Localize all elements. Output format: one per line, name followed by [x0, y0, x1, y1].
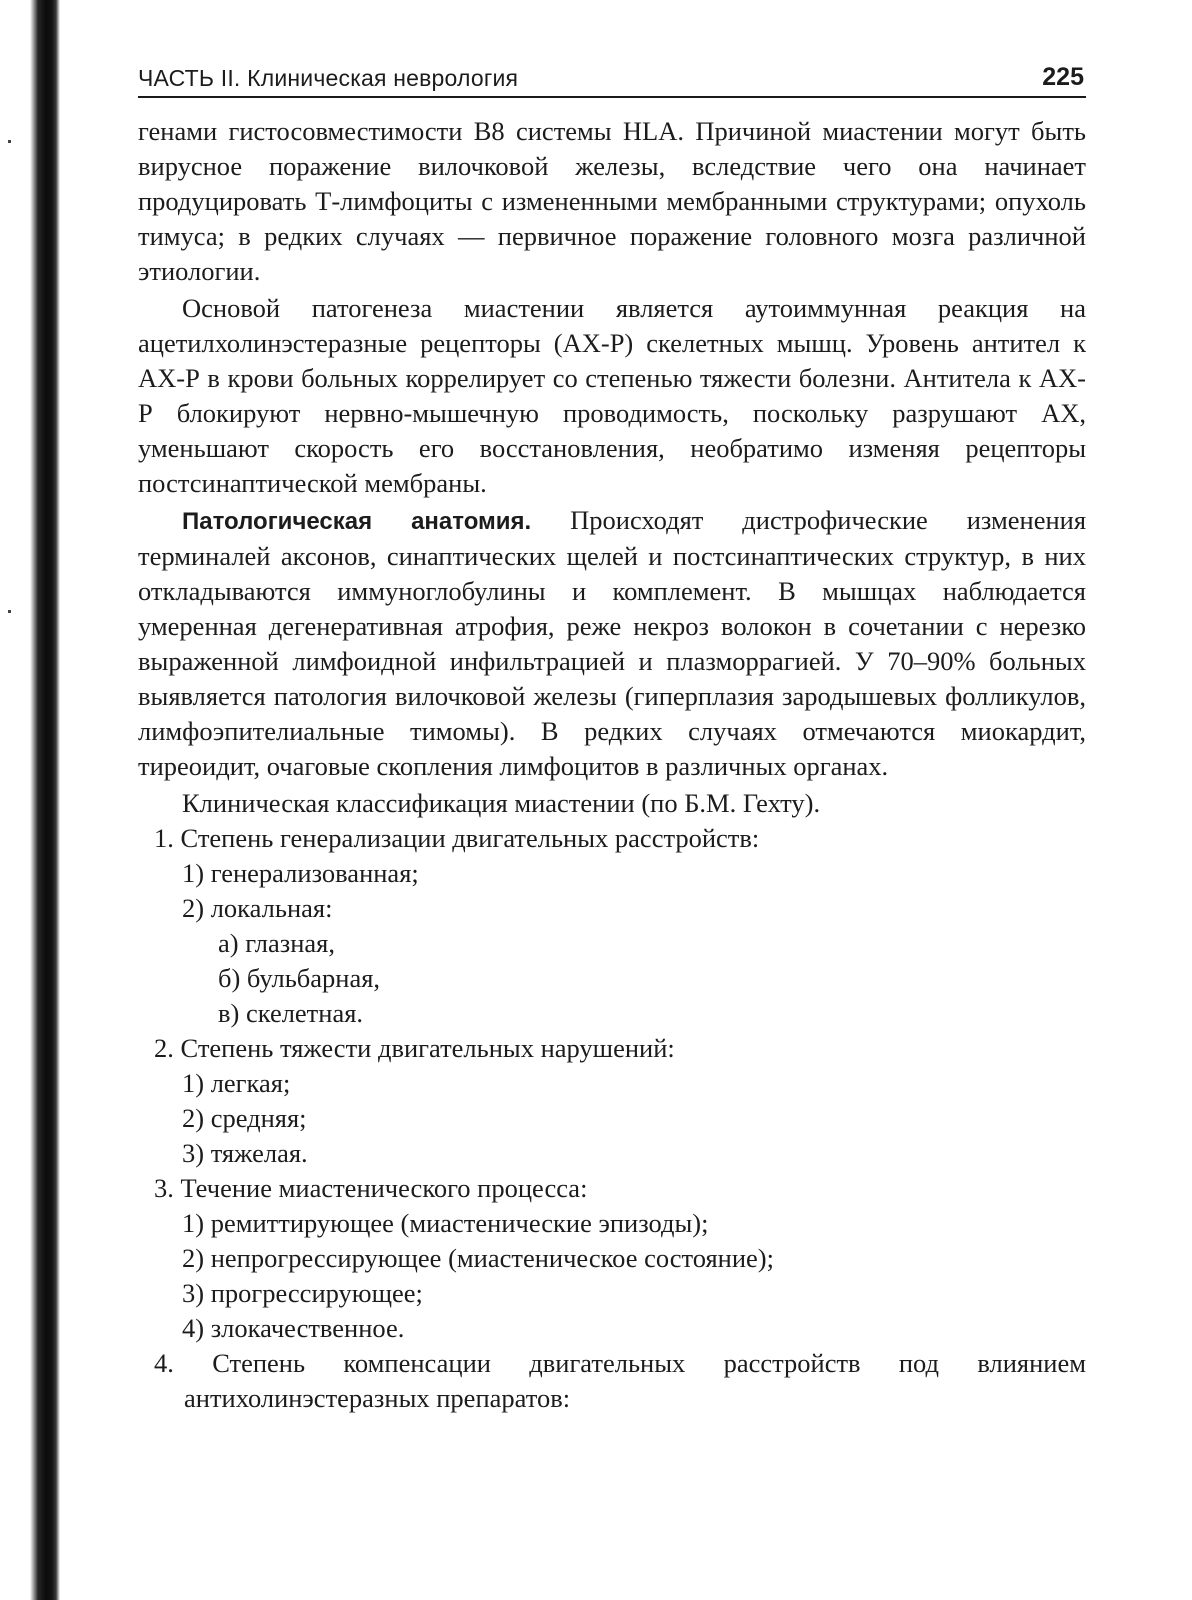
list-item: б) бульбарная, — [218, 963, 381, 993]
list-item: 2. Степень тяжести двигательных нарушений: — [154, 1033, 675, 1063]
list-item: 2) локальная: — [182, 893, 333, 923]
list-item: 4) злокачественное. — [182, 1313, 405, 1343]
list-item: 2) непрогрессирующее (миастеническое состояние); — [182, 1243, 774, 1273]
list-item: 1) ремиттирующее (миастенические эпизоды); — [182, 1208, 709, 1238]
list-item: 1) генерализованная; — [182, 858, 419, 888]
list-item: 3) тяжелая. — [182, 1138, 308, 1168]
page-body — [138, 114, 1086, 1416]
list-item: 1) легкая; — [182, 1068, 291, 1098]
paragraph-pathological-anatomy — [138, 503, 1086, 784]
list-item: в) скелетная. — [218, 998, 364, 1028]
paragraph-pathogenesis: Основой патогенеза миастении является аутоиммунная реакция на ацетилхолинэстеразные рецепторы (АХ-Р) скелетных мышц. Уровень антител к АХ-Р в крови больных коррелирует со степенью тяжести болезни. Антитела к АХ-Р блокируют нервно-мышечную проводимость, поскольку разрушают АХ, уменьшают скорость его восстановления, необратимо изменяя рецепторы постсинаптической мембраны. — [138, 293, 1086, 498]
list-item: 4. Степень компенсации двигательных расстройств под влиянием антихолинэстеразных препаратов: — [154, 1348, 1086, 1413]
list-item: 3) прогрессирующее; — [182, 1278, 423, 1308]
list-item: 2) средняя; — [182, 1103, 307, 1133]
section-lead-heading: Патологическая анатомия. — [182, 508, 532, 535]
running-header-title: ЧАСТЬ II. Клиническая неврология — [138, 65, 519, 91]
paragraph-text: Происходят дистрофические изменения терминалей аксонов, синаптических щелей и постсинаптических структур, в них откладываются иммуноглобулины и комплемент. В мышцах наблюдается умеренная дегенеративная атрофия, реже некроз волокон в сочетании с нерезко выраженной лимфоидной инфильтрацией и плазморрагией. У 70–90% больных выявляется патология вилочковой железы (гиперплазия зародышевых фолликулов, лимфоэпителиальные тимомы). В редких случаях отмечаются миокардит, тиреоидит, очаговые скопления лимфоцитов в различных органах. — [138, 505, 1087, 781]
paragraph-etiology: генами гистосовместимости В8 системы HLA. Причиной миастении могут быть вирусное поражение вилочковой железы, вследствие чего она начинает продуцировать Т-лимфоциты с измененными мембранными структурами; опухоль тимуса; в редких случаях — первичное поражение головного мозга различной этиологии. — [138, 116, 1086, 286]
classification-heading: Клиническая классификация миастении (по Б.М. Гехту). — [182, 788, 821, 818]
page-number: 225 — [1042, 63, 1084, 91]
list-item: 3. Течение миастенического процесса: — [154, 1173, 588, 1203]
running-header — [138, 62, 1086, 98]
list-item: а) глазная, — [218, 928, 335, 958]
list-item: 1. Степень генерализации двигательных расстройств: — [154, 823, 760, 853]
